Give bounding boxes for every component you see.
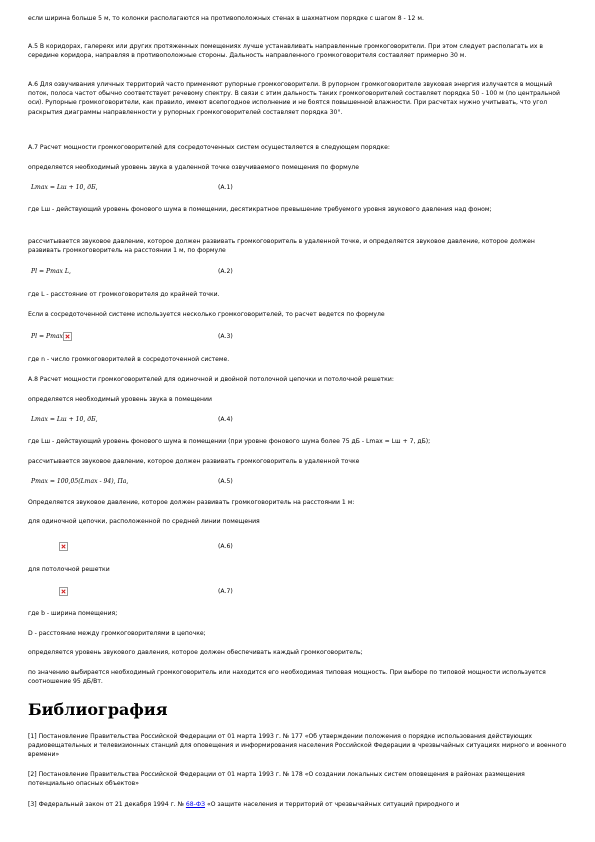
equation-formula: Lmax = Lш + 10, дБ, <box>31 416 98 423</box>
equation-number: (А.7) <box>218 588 233 595</box>
paragraph: для одиночной цепочки, расположенной по средней линии помещения <box>28 518 260 525</box>
paragraph: определяется необходимый уровень звука в помещении <box>28 396 212 403</box>
paragraph: по значению выбирается необходимый громкоговоритель или находится его необходимая типовая мощность. При выборе по типовой мощности используется соотношение 95 дБ/Вт. <box>28 669 546 686</box>
broken-image-icon <box>63 332 72 341</box>
equation-a7 <box>28 586 568 598</box>
paragraph: рассчитывается звуковое давление, которое должен развивать громкоговоритель в удаленной точке, и определяется звуковое давление, которое должен развивать громкоговоритель на расстоянии 1 м, по формуле <box>28 238 535 255</box>
equation-a1 <box>28 182 568 194</box>
equation-a3 <box>28 331 568 343</box>
paragraph-a7: А.7 Расчет мощности громкоговорителей для сосредоточенных систем осуществляется в следующем порядке: <box>28 144 390 151</box>
equation-a5 <box>28 476 568 488</box>
law-link[interactable]: 68-ФЗ <box>185 801 206 808</box>
equation-formula <box>31 331 72 343</box>
paragraph: где Lш - действующий уровень фонового шума в помещении, десятикратное превышение требуемого уровня звукового давления над фоном; <box>28 206 492 213</box>
equation-a6 <box>28 541 568 553</box>
bibliography-item: [2] Постановление Правительства Российской Федерации от 01 марта 1993 г. № 178 «О создании локальных систем оповещения в районах размещения потенциально опасных объектов» <box>28 771 525 788</box>
paragraph: определяется необходимый уровень звука в удаленной точке озвучиваемого помещения по формуле <box>28 164 359 171</box>
equation-formula: Pl = Pmax L, <box>31 268 71 275</box>
paragraph: где Lш - действующий уровень фонового шума в помещении (при уровне фонового шума более 75 дБ - Lmax = Lш + 7, дБ); <box>28 438 431 445</box>
paragraph: если ширина больше 5 м, то колонки располагаются на противоположных стенах в шахматном порядке с шагом 8 - 12 м. <box>28 15 424 22</box>
equation-a2 <box>28 266 568 278</box>
paragraph: D - расстояние между громкоговорителями в цепочке; <box>28 630 206 637</box>
equation-a4 <box>28 414 568 426</box>
paragraph-a5: А.5 В коридорах, галереях или других протяженных помещениях лучше устанавливать направленные громкоговорители. При этом следует располагать их в середине коридора, направляя в противоположные стороны. Дальность направленного громкоговорителя составляет примерно 30 м. <box>28 43 543 60</box>
paragraph-a8: А.8 Расчет мощности громкоговорителей для одиночной и двойной потолочной цепочки и потолочной решетки: <box>28 376 394 383</box>
bibliography-heading: Библиография <box>28 700 168 719</box>
paragraph: Если в сосредоточенной системе используется несколько громкоговорителей, то расчет ведется по формуле <box>28 311 385 318</box>
paragraph: где n - число громкоговорителей в сосредоточенной системе. <box>28 356 230 363</box>
equation-number: (А.4) <box>218 416 233 423</box>
paragraph: для потолочной решетки <box>28 566 110 573</box>
broken-image-icon <box>59 542 68 551</box>
equation-number: (А.2) <box>218 268 233 275</box>
paragraph-a6: А.6 Для озвучивания уличных территорий часто применяют рупорные громкоговорители. В рупорном громкоговорителе звуковая энергия излучается в мощный поток, полоса частот обычно соответствует речевому спектру. В связи с этим дальность таких громкоговорителей составляет порядка 50 - 100 м (по центральной оси). Рупорные громкоговорители, как правило, имеют всепогодное исполнение и не боятся повышенной влажности. При расчетах нужно учитывать, что угол раскрытия диаграммы направленности у рупорных громкоговорителей составляет порядка 30°. <box>28 81 560 116</box>
bibliography-item: [1] Постановление Правительства Российской Федерации от 01 марта 1993 г. № 177 «Об утверждении положения о порядке использования действующих радиовещательных и телевизионных станций для оповещения и информирования населения Российской Федерации в чрезвычайных ситуациях мирного и военного времени» <box>28 733 567 759</box>
bibliography-item-text: «О защите населения и территорий от чрезвычайных ситуаций природного и <box>205 801 460 808</box>
paragraph: определяется уровень звукового давления, которое должен обеспечивать каждый громкоговоритель; <box>28 649 363 656</box>
paragraph: рассчитывается звуковое давление, которое должен развивать громкоговоритель в удаленной точке <box>28 458 360 465</box>
equation-number: (А.5) <box>218 478 233 485</box>
equation-number: (А.3) <box>218 333 233 340</box>
paragraph: где b - ширина помещения; <box>28 610 118 617</box>
equation-number: (А.6) <box>218 543 233 550</box>
paragraph: где L - расстояние от громкоговорителя до крайней точки. <box>28 291 220 298</box>
broken-image-icon <box>59 587 68 596</box>
equation-number: (А.1) <box>218 184 233 191</box>
bibliography-item-text: [3] Федеральный закон от 21 декабря 1994 г. № <box>28 801 186 808</box>
equation-formula-text: Pl = Pmax <box>31 333 63 340</box>
paragraph: Определяется звуковое давление, которое должен развивать громкоговоритель на расстоянии 1 м: <box>28 499 355 506</box>
equation-formula: Lmax = Lш + 10, дБ, <box>31 184 98 191</box>
equation-formula: Pmax = 100,05(Lmax - 94), Па, <box>31 478 129 485</box>
bibliography-item <box>28 800 568 809</box>
